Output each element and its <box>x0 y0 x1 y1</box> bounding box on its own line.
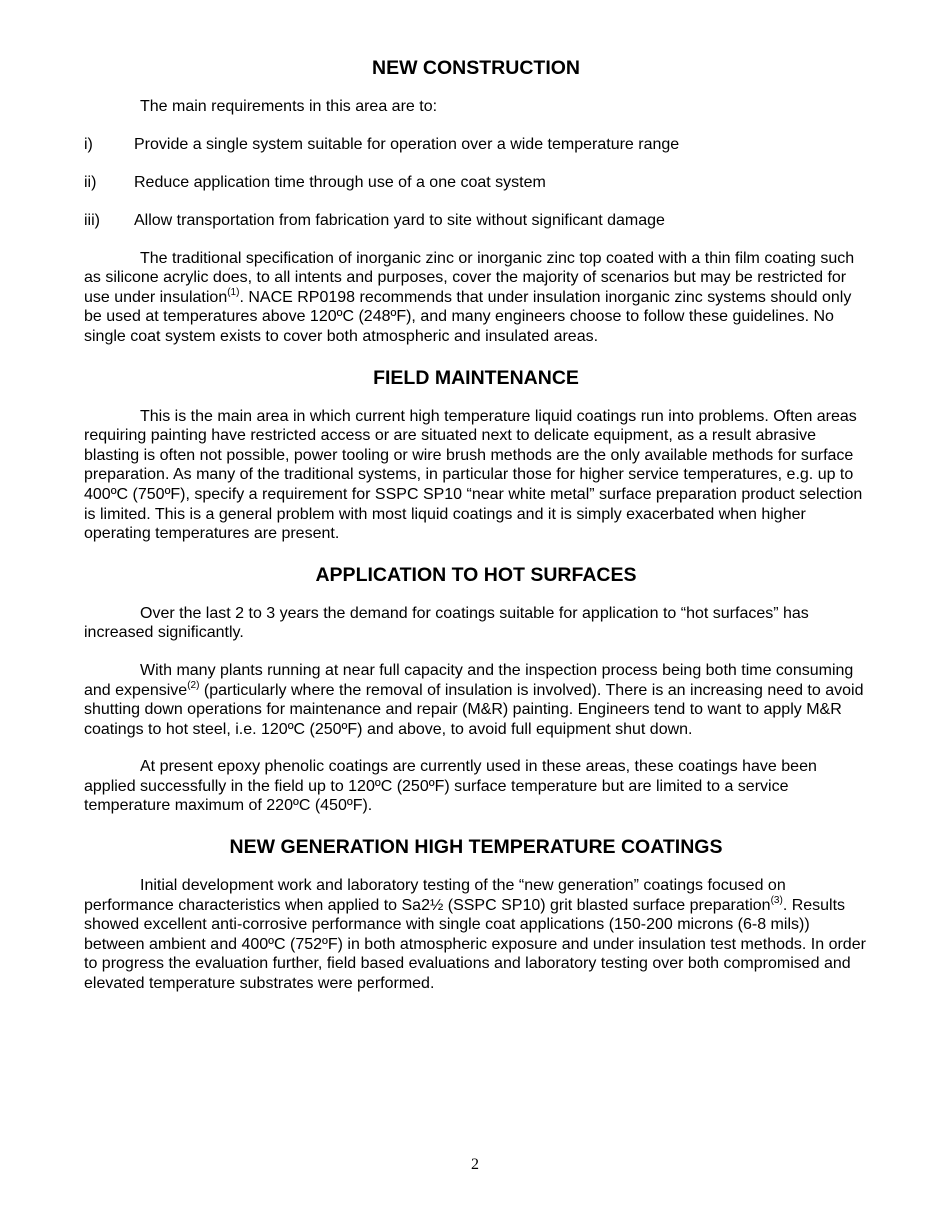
heading-new-construction: NEW CONSTRUCTION <box>372 57 580 79</box>
reference-marker: (1) <box>227 286 240 298</box>
list-item-number: iii) <box>84 211 100 229</box>
hot-surfaces-paragraph-1: Over the last 2 to 3 years the demand for coatings suitable for application to “hot surfaces” has increased significantly. <box>84 604 809 642</box>
heading-field-maintenance: FIELD MAINTENANCE <box>373 366 579 389</box>
list-item <box>84 211 868 231</box>
heading-new-generation: NEW GENERATION HIGH TEMPERATURE COATINGS <box>229 836 723 859</box>
page-content <box>84 55 868 994</box>
paragraph-text: . NACE RP0198 recommends that under insulation inorganic zinc systems should only be used at temperatures above 120ºC (248ºF), and many engineers choose to follow these guidelines. No single coat system exists to cover both atmospheric and insulated areas. <box>84 288 852 345</box>
new-construction-paragraph <box>84 249 868 347</box>
paragraph-text: With many plants running at near full capacity and the inspection process being both time consuming and expensive <box>84 661 854 699</box>
paragraph-text: . Results showed excellent anti-corrosive performance with single coat applications (150-200 microns (6-8 mils)) between ambient and 400ºC (752ºF) in both atmospheric exposure and under insulation test methods. In order to progress the evaluation further, field based evaluations and laboratory testing over both compromised and elevated temperature substrates were performed. <box>84 896 866 993</box>
paragraph-text: Initial development work and laboratory testing of the “new generation” coatings focused on performance characteristics when applied to Sa2½ (SSPC SP10) grit blasted surface preparation <box>84 877 786 914</box>
list-item-text: Allow transportation from fabrication yard to site without significant damage <box>134 211 665 229</box>
list-item <box>84 135 868 155</box>
reference-marker: (3) <box>770 894 783 906</box>
list-item-number: ii) <box>84 173 97 191</box>
reference-marker: (2) <box>187 679 200 691</box>
list-item <box>84 173 868 193</box>
field-maintenance-paragraph: This is the main area in which current high temperature liquid coatings run into problems. Often areas requiring painting have restricted access or are situated next to delicate equipment, as a result abrasive blasting is often not possible, power tooling or wire brush methods are the only available methods for surface preparation. As many of the traditional systems, in particular those for higher service temperatures, e.g. up to 400ºC (750ºF), specify a requirement for SSPC SP10 “near white metal” surface preparation product selection is limited. This is a general problem with most liquid coatings and it is simply exacerbated when higher operating temperatures are present. <box>84 407 863 543</box>
hot-surfaces-paragraph-2 <box>84 661 868 739</box>
hot-surfaces-paragraph-3: At present epoxy phenolic coatings are currently used in these areas, these coatings have been applied successfully in the field up to 120ºC (250ºF) surface temperature but are limited to a service temperature maximum of 220ºC (450ºF). <box>84 758 817 815</box>
list-item-text: Provide a single system suitable for operation over a wide temperature range <box>134 135 680 153</box>
page-number: 2 <box>471 1156 479 1173</box>
new-generation-paragraph <box>84 876 868 994</box>
heading-hot-surfaces: APPLICATION TO HOT SURFACES <box>315 563 637 586</box>
list-item-number: i) <box>84 135 93 153</box>
paragraph-text: (particularly where the removal of insulation is involved). There is an increasing need to avoid shutting down operations for maintenance and repair (M&R) painting. Engineers tend to want to apply M&R coatings to hot steel, i.e. 120ºC (250ºF) and above, to avoid full equipment shut down. <box>84 681 864 738</box>
new-construction-intro: The main requirements in this area are to: <box>140 98 438 115</box>
paragraph-text: The traditional specification of inorganic zinc or inorganic zinc top coated with a thin film coating such as silicone acrylic does, to all intents and purposes, cover the majority of scenarios but may be restricted for use under insulation <box>84 249 855 306</box>
list-item-text: Reduce application time through use of a one coat system <box>134 173 546 191</box>
